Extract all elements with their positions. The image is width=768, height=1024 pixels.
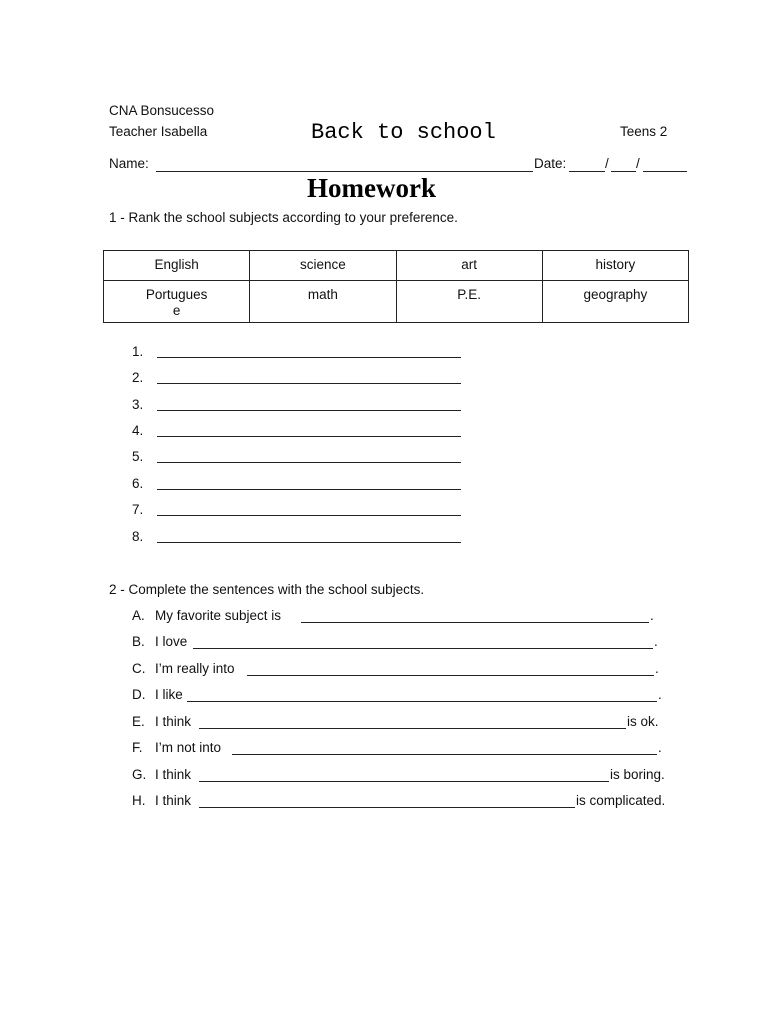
sentence-start: I love [155, 634, 188, 649]
level-label: Teens 2 [620, 124, 668, 139]
subject-cell: history [542, 251, 688, 281]
rank-number: 1. [132, 344, 144, 359]
sentence-end: is boring. [610, 767, 665, 782]
table-row [104, 281, 689, 323]
item-letter: B. [132, 634, 145, 649]
date-day-blank[interactable] [569, 171, 605, 172]
answer-blank[interactable] [157, 542, 461, 543]
answer-blank[interactable] [193, 648, 653, 649]
answer-blank[interactable] [247, 675, 654, 676]
answer-blank[interactable] [157, 383, 461, 384]
item-letter: D. [132, 687, 146, 702]
exercise-1-instruction: 1 - Rank the school subjects according to your preference. [109, 210, 458, 225]
rank-number: 4. [132, 423, 144, 438]
date-year-blank[interactable] [643, 171, 687, 172]
subject-cell: English [104, 251, 250, 281]
answer-blank[interactable] [157, 462, 461, 463]
sentence-end: is ok. [627, 714, 659, 729]
item-letter: C. [132, 661, 146, 676]
homework-title: Homework [307, 173, 436, 203]
item-letter: E. [132, 714, 145, 729]
item-letter: G. [132, 767, 147, 782]
exercise-2-instruction: 2 - Complete the sentences with the school subjects. [109, 582, 425, 597]
subject-cell: Portuguese [104, 281, 250, 323]
answer-blank[interactable] [157, 357, 461, 358]
subjects-table [103, 250, 689, 323]
subject-cell: math [250, 281, 396, 323]
date-separator: / [636, 156, 640, 171]
date-separator: / [605, 156, 609, 171]
rank-number: 2. [132, 370, 144, 385]
teacher-name: Teacher Isabella [109, 124, 208, 139]
sentence-end: . [654, 634, 658, 649]
answer-blank[interactable] [232, 754, 657, 755]
sentence-start: I’m not into [155, 740, 222, 755]
name-blank[interactable] [156, 171, 533, 172]
worksheet-title: Back to school [311, 120, 496, 145]
sentence-start: My favorite subject is [155, 608, 282, 623]
rank-number: 5. [132, 449, 144, 464]
sentence-end: . [658, 687, 662, 702]
answer-blank[interactable] [157, 489, 461, 490]
rank-number: 3. [132, 397, 144, 412]
subject-cell: art [396, 251, 542, 281]
rank-number: 8. [132, 529, 144, 544]
item-letter: H. [132, 793, 146, 808]
sentence-start: I think [155, 793, 192, 808]
answer-blank[interactable] [199, 781, 609, 782]
answer-blank[interactable] [187, 701, 657, 702]
sentence-end: is complicated. [576, 793, 666, 808]
school-name: CNA Bonsucesso [109, 103, 215, 118]
answer-blank[interactable] [199, 807, 575, 808]
sentence-start: I think [155, 767, 192, 782]
sentence-start: I like [155, 687, 183, 702]
item-letter: F. [132, 740, 143, 755]
subject-cell: science [250, 251, 396, 281]
sentence-end: . [650, 608, 654, 623]
date-label: Date: [534, 156, 567, 171]
answer-blank[interactable] [301, 622, 649, 623]
rank-number: 6. [132, 476, 144, 491]
sentence-end: . [655, 661, 659, 676]
subject-cell: geography [542, 281, 688, 323]
answer-blank[interactable] [157, 436, 461, 437]
sentence-start: I’m really into [155, 661, 235, 676]
table-row [104, 251, 689, 281]
answer-blank[interactable] [199, 728, 626, 729]
date-month-blank[interactable] [611, 171, 636, 172]
answer-blank[interactable] [157, 515, 461, 516]
rank-number: 7. [132, 502, 144, 517]
subject-cell: P.E. [396, 281, 542, 323]
item-letter: A. [132, 608, 145, 623]
name-label: Name: [109, 156, 149, 171]
sentence-end: . [658, 740, 662, 755]
answer-blank[interactable] [157, 410, 461, 411]
sentence-start: I think [155, 714, 192, 729]
